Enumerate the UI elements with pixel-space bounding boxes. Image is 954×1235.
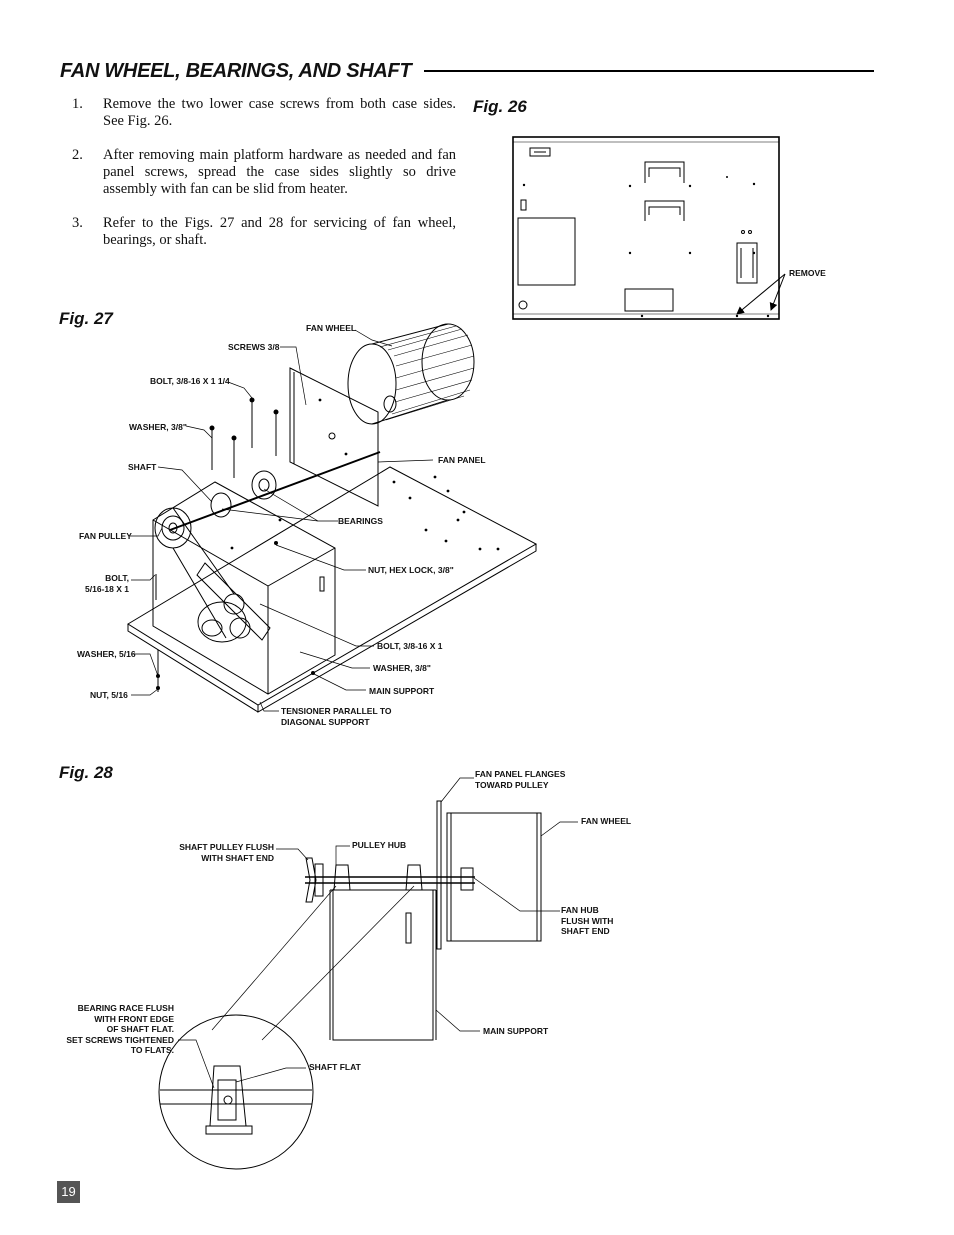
bearing-line-2: WITH FRONT EDGE xyxy=(94,1013,174,1024)
shaft-pulley-callout xyxy=(160,842,274,863)
step-number: 3. xyxy=(72,215,83,231)
fig26-label: Fig. 26 xyxy=(473,97,527,116)
fan-hub-line-2: FLUSH WITH xyxy=(561,915,614,926)
fan-panel-callout: FAN PANEL xyxy=(438,455,486,465)
tensioner-line-2: DIAGONAL SUPPORT xyxy=(281,716,370,727)
fan-hub-line-1: FAN HUB xyxy=(561,905,599,915)
shaft-callout: SHAFT xyxy=(128,462,157,472)
nut-left-callout: NUT, 5/16 xyxy=(90,690,128,700)
bolt-left-line-1: BOLT, xyxy=(105,573,129,583)
bearings-callout: BEARINGS xyxy=(338,516,383,526)
step-text: Refer to the Figs. 27 and 28 for servicing of fan wheel, bearings, or shaft. xyxy=(103,215,456,248)
washer-bottom-callout: WASHER, 3/8" xyxy=(373,663,431,673)
nut-hex-callout: NUT, HEX LOCK, 3/8" xyxy=(368,565,454,575)
tensioner-callout xyxy=(281,706,392,727)
remove-label: REMOVE xyxy=(789,268,826,278)
fan-hub-callout xyxy=(561,905,613,937)
pulley-hub-callout: PULLEY HUB xyxy=(352,840,407,850)
bearing-line-5: TO FLATS. xyxy=(130,1045,174,1055)
step-number: 1. xyxy=(72,96,83,112)
bolt-left-line-2: 5/16-18 X 1 xyxy=(85,583,129,594)
fig26-diagram xyxy=(513,137,785,319)
step-number: 2. xyxy=(72,147,83,163)
fig27-label: Fig. 27 xyxy=(59,309,113,328)
screws-callout: SCREWS 3/8 xyxy=(228,342,280,352)
bearing-race-callout xyxy=(50,1003,174,1056)
fan-hub-line-3: SHAFT END xyxy=(561,926,610,936)
shaft-flat-callout: SHAFT FLAT xyxy=(309,1062,361,1072)
fig28-main-support-callout: MAIN SUPPORT xyxy=(483,1026,549,1036)
fan-wheel-callout: FAN WHEEL xyxy=(306,323,357,333)
page-number: 19 xyxy=(57,1181,80,1203)
fig28-fan-wheel-callout: FAN WHEEL xyxy=(581,816,632,826)
bearing-line-1: BEARING RACE FLUSH xyxy=(77,1003,174,1013)
step-text: Remove the two lower case screws from both case sides. See Fig. 26. xyxy=(103,96,456,129)
fig28-label: Fig. 28 xyxy=(59,763,113,782)
bolt-left-callout xyxy=(60,573,129,594)
tensioner-line-1: TENSIONER PARALLEL TO xyxy=(281,706,392,716)
step-text: After removing main platform hardware as needed and fan panel screws, spread the case sides slightly so drive assembly with fan can be slid from heater. xyxy=(103,147,456,197)
washer-left-callout: WASHER, 5/16 xyxy=(77,649,136,659)
flanges-line-1: FAN PANEL FLANGES xyxy=(475,769,566,779)
bolt-bottom-callout: BOLT, 3/8-16 X 1 xyxy=(377,641,443,651)
flanges-callout xyxy=(475,769,565,790)
flanges-line-2: TOWARD PULLEY xyxy=(475,779,549,790)
shaft-pulley-line-1: SHAFT PULLEY FLUSH xyxy=(179,842,274,852)
shaft-pulley-line-2: WITH SHAFT END xyxy=(201,852,274,863)
page-title: FAN WHEEL, BEARINGS, AND SHAFT xyxy=(60,60,412,82)
bolt-top-callout: BOLT, 3/8-16 X 1 1/4 xyxy=(150,376,230,386)
main-support-callout: MAIN SUPPORT xyxy=(369,686,435,696)
bearing-line-3: OF SHAFT FLAT. xyxy=(106,1024,174,1034)
washer-top-callout: WASHER, 3/8" xyxy=(129,422,187,432)
fig28-diagram xyxy=(159,778,578,1169)
fan-pulley-callout: FAN PULLEY xyxy=(79,531,132,541)
bearing-line-4: SET SCREWS TIGHTENED xyxy=(66,1034,174,1045)
